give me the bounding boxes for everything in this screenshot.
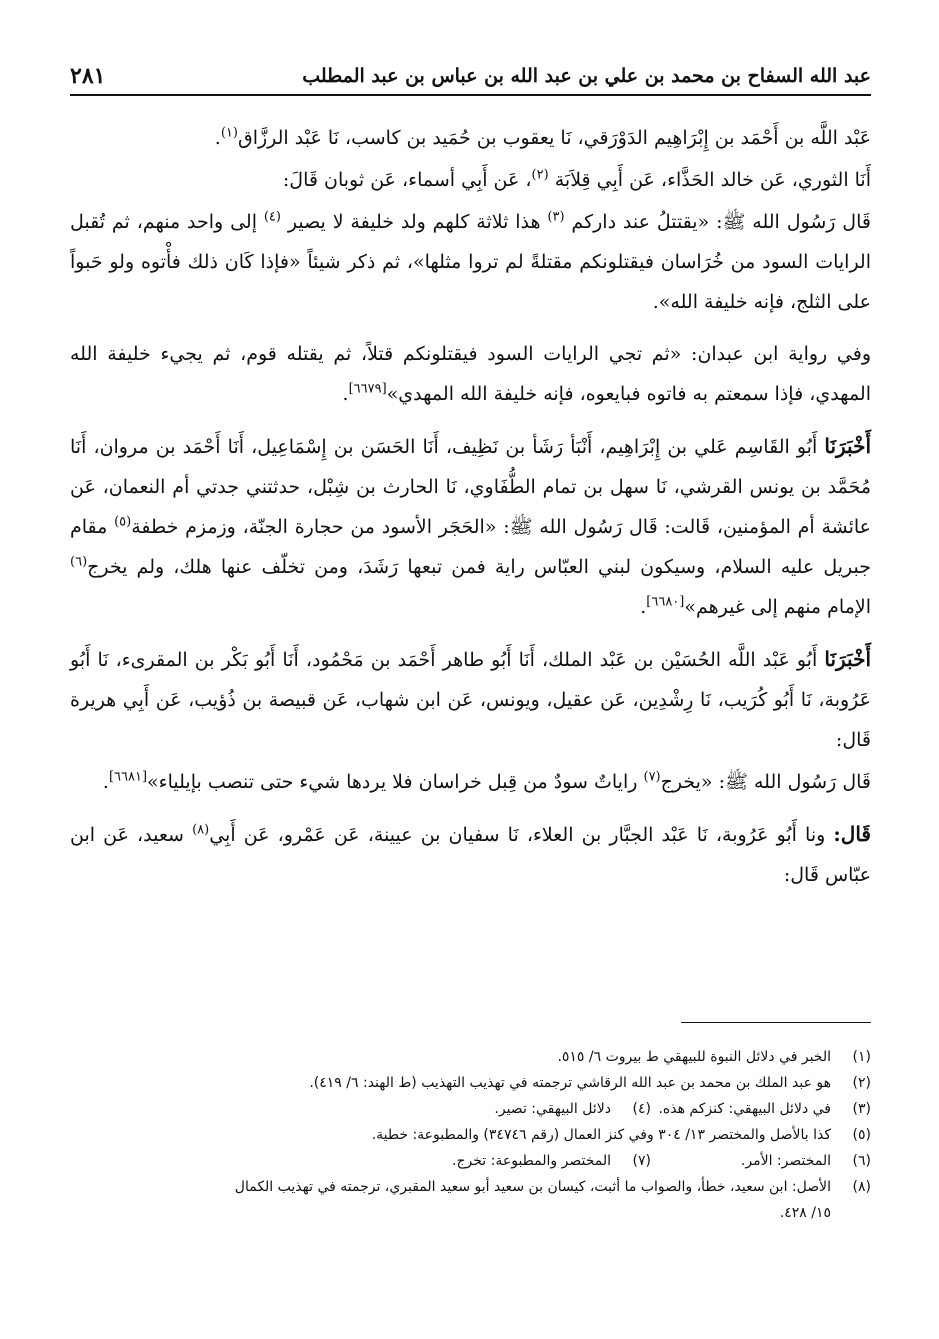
paragraph-text: قَال رَسُول الله ﷺ: «يقتتلُ عند داركم — [571, 211, 871, 233]
footnote-ref: (٢) — [531, 167, 549, 183]
footnote-number: (٦) — [852, 1153, 871, 1169]
footnote-text: المختصر والمطبوعة: تخرج. — [452, 1153, 611, 1169]
paragraph-tail: . — [102, 771, 109, 793]
paragraph-tail: . — [640, 596, 647, 618]
hadith-number: [٦٦٨٠] — [646, 594, 685, 610]
footnote-row-3-4 — [70, 1096, 871, 1122]
paragraph-3 — [70, 202, 871, 322]
paragraph-text: ، عَن أَبِي أسماء، عَن ثوبان قَالَ: — [282, 169, 532, 191]
footnote-ref: (٧) — [643, 769, 661, 785]
paragraph-7 — [70, 762, 871, 802]
paragraph-text: سعيد، عَن ابن عبّاس قَال: — [70, 824, 871, 886]
footnotes — [70, 1044, 871, 1226]
footnote-8-continuation: ١٥/ ٤٢٨. — [779, 1205, 831, 1221]
footnote-5 — [70, 1122, 871, 1148]
paragraph-text: راياتٌ سودٌ من قِبل خراسان فلا يردها شيء حتى تنصب بإيلياء» — [147, 771, 638, 793]
footnote-text: دلائل البيهقي: تصير. — [494, 1101, 611, 1117]
paragraph-text: مقام جبريل عليه السلام، وسيكون لبني العبّاس راية فمن تبعها رَشَدَ، ومن تخلّف عنها هلك، ولم يخرج — [70, 516, 871, 578]
footnote-ref: (٤) — [263, 209, 281, 225]
paragraph-4 — [70, 334, 871, 414]
paragraph-text: أَبُو القَاسِم عَلي بن إِبْرَاهِيم، أَنْبَأ رَشَأ بن نَظِيف، أَنَا الحَسَن بن إِسْمَاعِيل، أَنَا أَحْمَد بن مروان، أَنَا مُحَمَّد بن يونس القرشي، نَا سهل بن تمام الطُّفَاوي، نَا الحارث بن شِبْل، حدثتني جدتي أم النعمان، عَن عائشة أم المؤمنين، قَالت: قَال رَسُول الله ﷺ: «الحَجَر الأسود من حجارة الجنّة، وزمزم خطفة — [70, 436, 871, 538]
paragraph-6 — [70, 639, 871, 760]
footnote-ref: (٥) — [114, 514, 132, 530]
hadith-number: [٦٦٨١] — [108, 769, 148, 785]
footnote-number: (٤) — [632, 1101, 651, 1117]
paragraph-text: قَال رَسُول الله ﷺ: «يخرج — [660, 771, 871, 793]
hadith-number: [٦٦٧٩] — [348, 381, 387, 397]
footnote-ref: (١) — [220, 125, 238, 141]
footnote-2 — [70, 1070, 871, 1096]
footnote-3 — [651, 1096, 871, 1122]
lead-word: أَخْبَرَنَا — [824, 647, 871, 671]
footnote-6 — [651, 1148, 871, 1174]
footnote-text: الخبر في دلائل النبوة للبيهقي ط بيروت ٦/ ٥١٥. — [557, 1049, 831, 1065]
footnote-separator — [681, 1022, 871, 1023]
page-number: ٢٨١ — [70, 63, 106, 89]
footnote-text: هو عبد الملك بن محمد بن عبد الله الرقاشي ترجمته في تهذيب التهذيب (ط الهند: ٦/ ٤١٩). — [309, 1075, 831, 1091]
footnote-text: الأصل: ابن سعيد، خطأ، والصواب ما أثبت، كيسان بن سعيد أبو سعيد المقبري، ترجمته في تهذيب الكمال — [234, 1179, 831, 1195]
paragraph-text: هذا ثلاثة كلهم ولد خليفة لا يصير — [287, 211, 541, 233]
footnote-text: في دلائل البيهقي: كنزكم هذه. — [658, 1101, 831, 1117]
footnote-number: (٨) — [852, 1179, 871, 1195]
main-text — [70, 118, 871, 907]
paragraph-tail: . — [214, 127, 221, 149]
footnote-text: المختصر: الأمر. — [740, 1153, 831, 1169]
paragraph-text: عَبْد اللَّه بن أَحْمَد بن إِبْرَاهِيم الدَوْرَقي، نَا يعقوب بن حُمَيد بن كاسب، نَا عَبْد الرزَّاق — [237, 127, 871, 149]
running-header — [70, 58, 871, 96]
paragraph-8 — [70, 814, 871, 895]
paragraph-2 — [70, 160, 871, 200]
footnote-number: (٢) — [852, 1075, 871, 1091]
footnote-8 — [70, 1174, 871, 1200]
lead-word: قَال: — [833, 822, 871, 846]
paragraph-tail: . — [342, 383, 349, 405]
paragraph-5 — [70, 426, 871, 627]
footnote-row-6-7 — [70, 1148, 871, 1174]
footnote-number: (٥) — [852, 1127, 871, 1143]
paragraph-text: وفي رواية ابن عبدان: «ثم تجي الرايات السود فيقتلونكم قتلاً، ثم يقتله قوم، ثم يجيء خليفة الله المهدي، فإذا سمعتم به فاتوه فبايعوه، فإنه خليفة الله المهدي» — [70, 343, 871, 405]
paragraph-text: الإمام منهم إلى غيرهم» — [684, 596, 871, 618]
footnote-1 — [70, 1044, 871, 1070]
footnote-number: (٣) — [852, 1101, 871, 1117]
running-title: عبد الله السفاح بن محمد بن علي بن عبد الله بن عباس بن عبد المطلب — [302, 65, 871, 87]
lead-word: أَخْبَرَنَا — [824, 434, 871, 458]
footnote-number: (٧) — [632, 1153, 651, 1169]
paragraph-text: إلى واحد منهم، ثم تُقبل الرايات السود من خُرَاسان فيقتلونكم مقتلةً لم تروا مثلها»، ثم ذكر شيئاً «فإذا كَان ذلك فأْتوه ولو حَبواً على الثلج، فإنه خليفة الله». — [70, 211, 871, 313]
footnote-text: كذا بالأصل والمختصر ١٣/ ٣٠٤ وفي كنز العمال (رقم ٣٤٧٤٦) والمطبوعة: خطية. — [371, 1127, 831, 1143]
paragraph-text: أَبُو عَبْد اللَّه الحُسَيْن بن عَبْد الملك، أَنَا أَبُو طاهر أَحْمَد بن مَحْمُود، أَنَا أَبُو بَكْر بن المقرىء، نَا أَبُو عَرُوبة، نَا أَبُو كُرَيب، نَا رِشْدِين، عَن عقيل، ويونس، عَن ابن شهاب، عَن قبيصة بن ذُؤيب، عَن أَبِي هريرة قَال: — [70, 649, 871, 751]
footnote-7 — [70, 1148, 651, 1174]
footnote-ref: (٦) — [70, 554, 88, 570]
paragraph-text: ونا أَبُو عَرُوبة، نَا عَبْد الجبَّار بن العلاء، نَا سفيان بن عيينة، عَن عَمْرو، عَن أَبِي — [209, 824, 826, 846]
footnote-4 — [70, 1096, 651, 1122]
footnote-ref: (٣) — [547, 209, 565, 225]
paragraph-text: أَنَا الثوري، عَن خالد الحَذَّاء، عَن أَبِي قِلاَبَة — [554, 169, 871, 191]
footnote-number: (١) — [852, 1049, 871, 1065]
footnote-ref: (٨) — [192, 822, 210, 838]
paragraph-1 — [70, 118, 871, 158]
